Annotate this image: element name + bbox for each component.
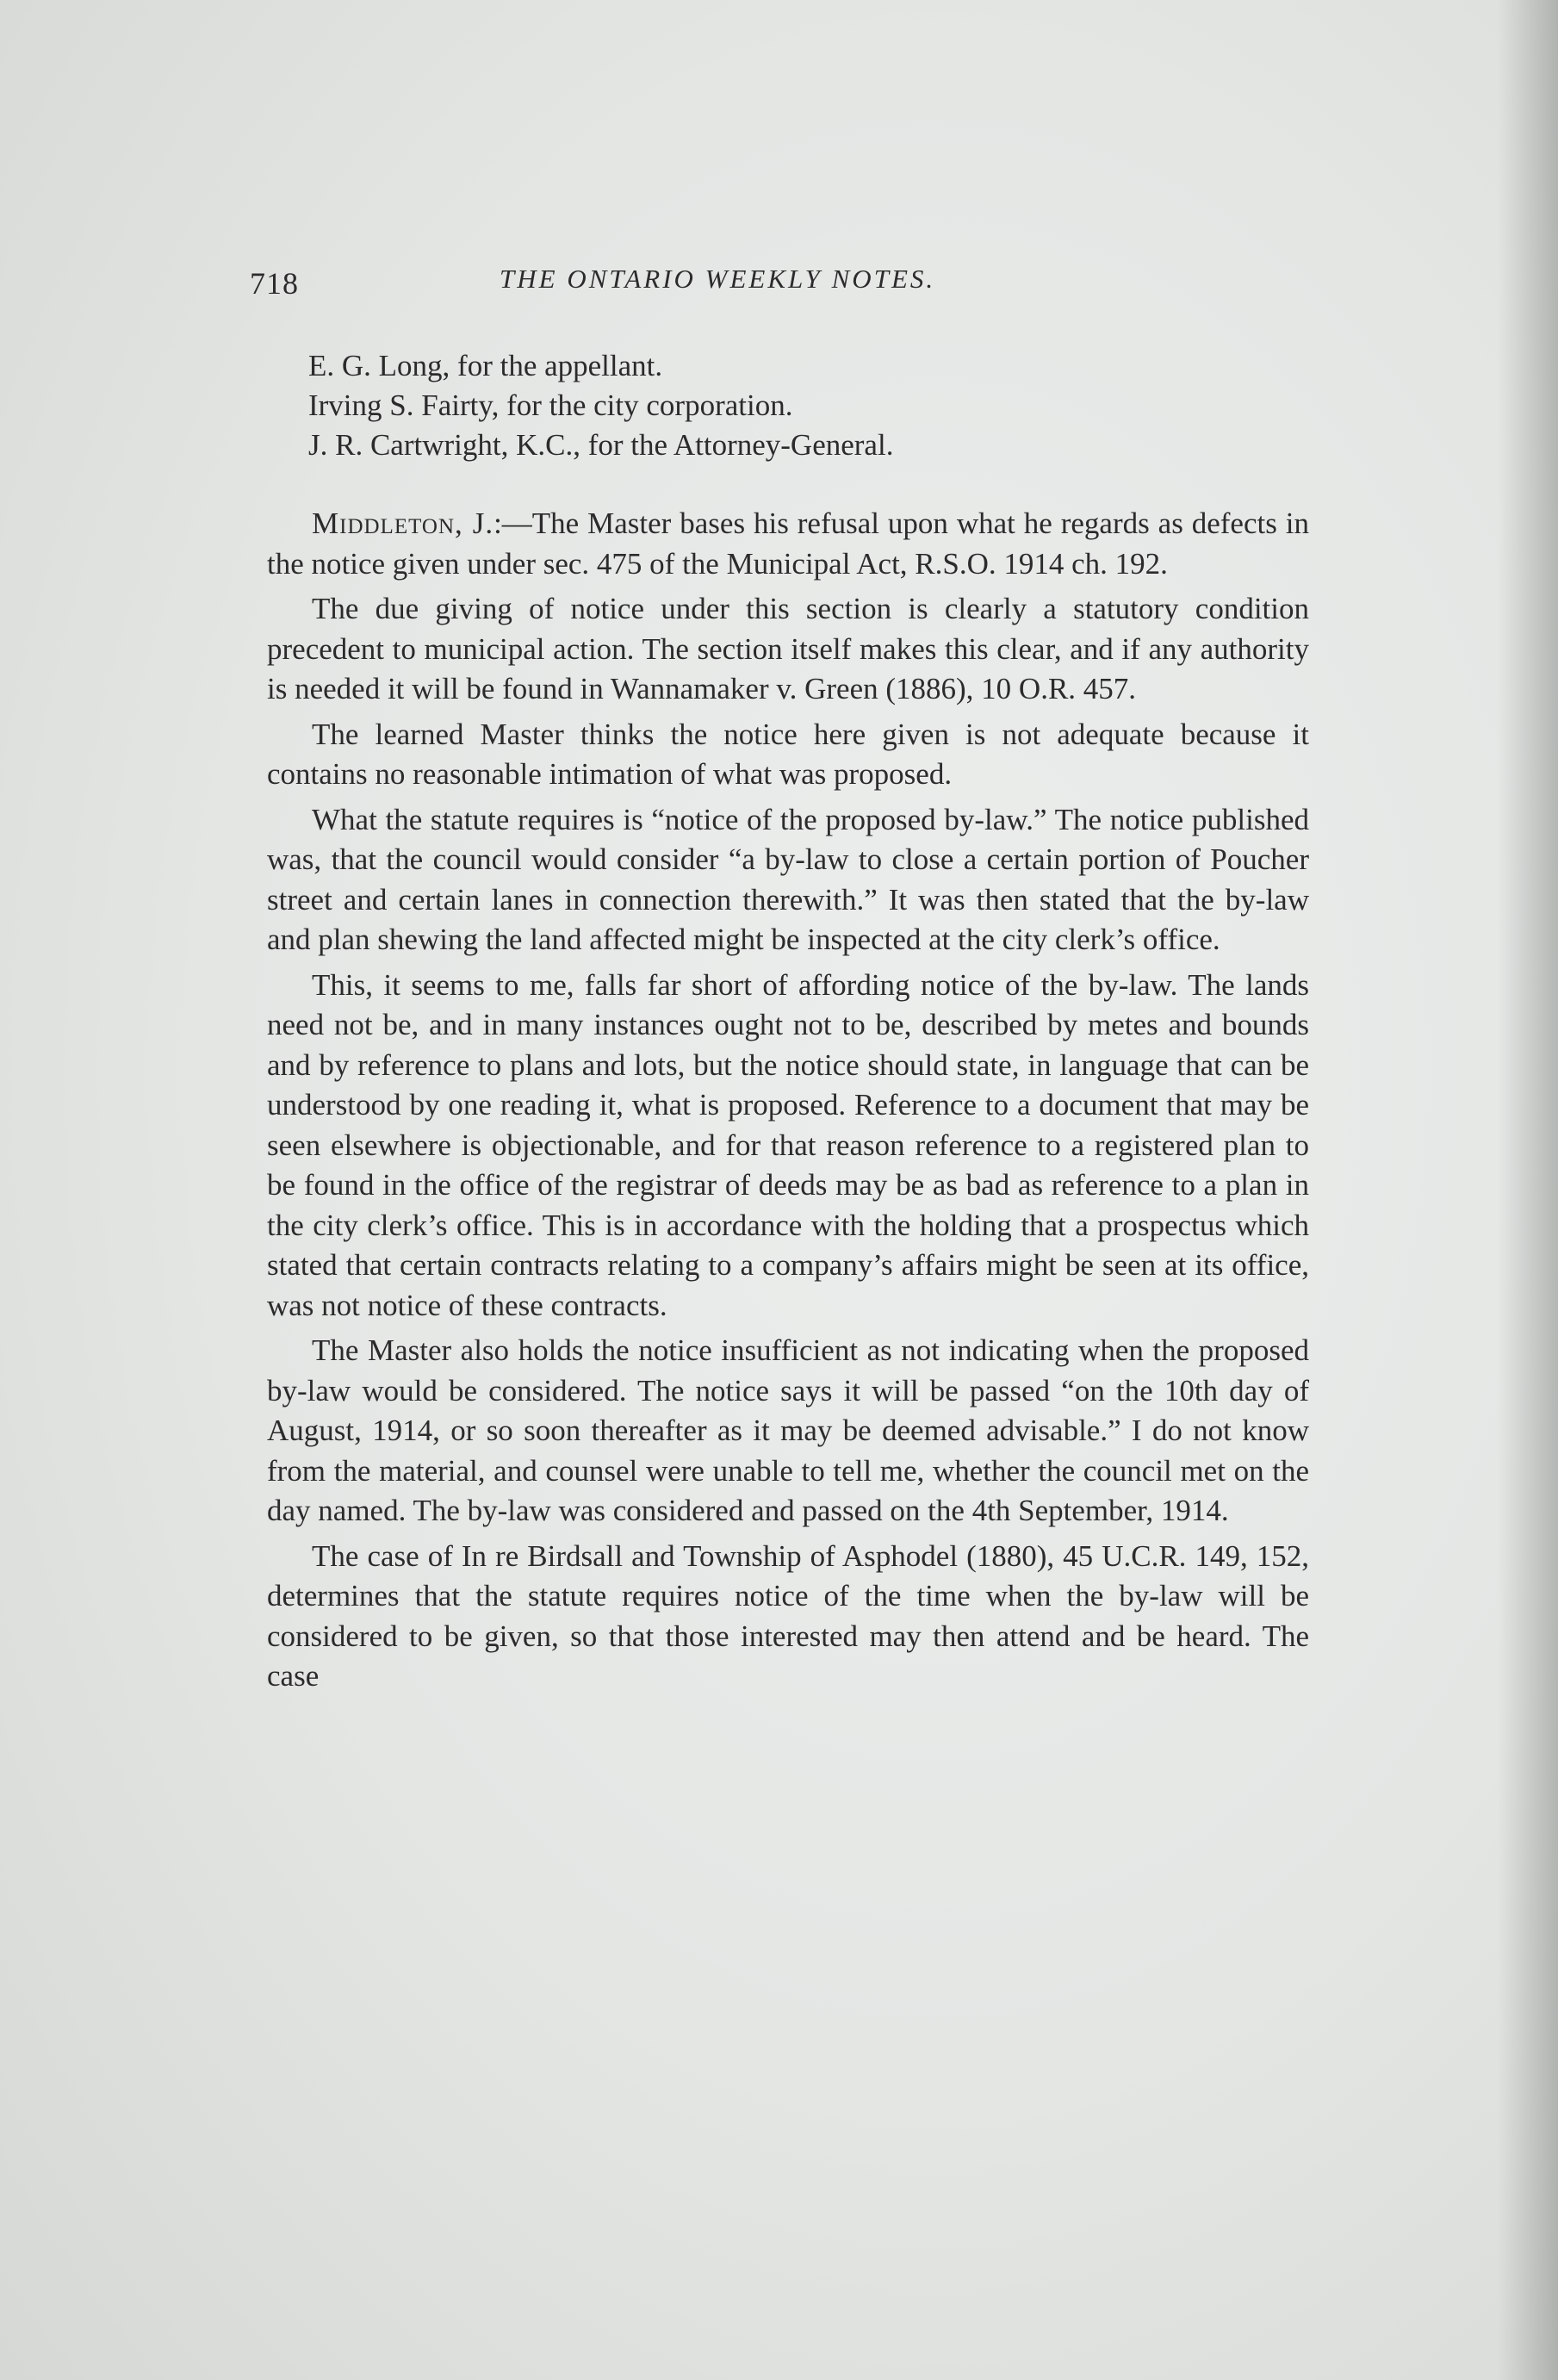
paragraph: The learned Master thinks the notice here given is not adequate because it contains no reasonable intimation of what was proposed.: [267, 717, 1309, 791]
counsel-line: Irving S. Fairty, for the city corporation.: [308, 388, 793, 422]
page-edge-shadow: [1498, 0, 1558, 2380]
paragraph: The case of In re Birdsall and Township of Asphodel (1880), 45 U.C.R. 149, 152, determines that the statute requires notice of the time when the by-law will be considered to be given, so that those interested may then attend and be heard. The case: [267, 1538, 1309, 1693]
opening-text: :—The Master bases his refusal upon what he regards as defects in the notice given under sec. 475 of the Municipal Act, R.S.O. 1914 ch. 192.: [267, 506, 1309, 581]
paragraph: This, it seems to me, falls far short of affording notice of the by-law. The lands need not be, and in many instances ought not to be, described by metes and bounds and by reference to plans and lots, but the notice should state, in language that can be understood by one reading it, what is proposed. Reference to a document that may be seen elsewhere is objectionable, and for that reason reference to a registered plan to be found in the office of the registrar of deeds may be as bad as reference to a plan in the city clerk’s office. This is in accordance with the holding that a prospectus which stated that certain contracts relating to a company’s affairs might be seen at its office, was not notice of these contracts.: [267, 967, 1309, 1322]
paragraph: The Master also holds the notice insufficient as not indicating when the proposed by-law would be considered. The notice says it will be passed “on the 10th day of August, 1914, or so soon thereafter as it may be deemed advisable.” I do not know from the material, and counsel were unable to tell me, whether the council met on the day named. The by-law was considered and passed on the 4th September, 1914.: [267, 1333, 1309, 1527]
page-number: 718: [250, 266, 299, 301]
counsel-line: E. G. Long, for the appellant.: [308, 349, 663, 382]
counsel-list: [308, 346, 1307, 465]
judgment-text: [267, 504, 1309, 1702]
judgment-opening-paragraph: [267, 504, 1309, 584]
counsel-line: J. R. Cartwright, K.C., for the Attorney-General.: [308, 428, 894, 462]
page-header: [250, 258, 1309, 301]
paragraph: The due giving of notice under this section is clearly a statutory condition precedent to municipal action. The section itself makes this clear, and if any authority is needed it will be found in Wannamaker v. Green (1886), 10 O.R. 457.: [267, 592, 1309, 705]
paragraph: What the statute requires is “notice of the proposed by-law.” The notice published was, that the council would consider “a by-law to close a certain portion of Poucher street and certain lanes in connection therewith.” It was then stated that the by-law and plan shewing the land affected might be inspected at the city clerk’s office.: [267, 802, 1309, 956]
judge-name: Middleton, J.: [312, 506, 494, 540]
running-head: THE ONTARIO WEEKLY NOTES.: [500, 264, 936, 294]
